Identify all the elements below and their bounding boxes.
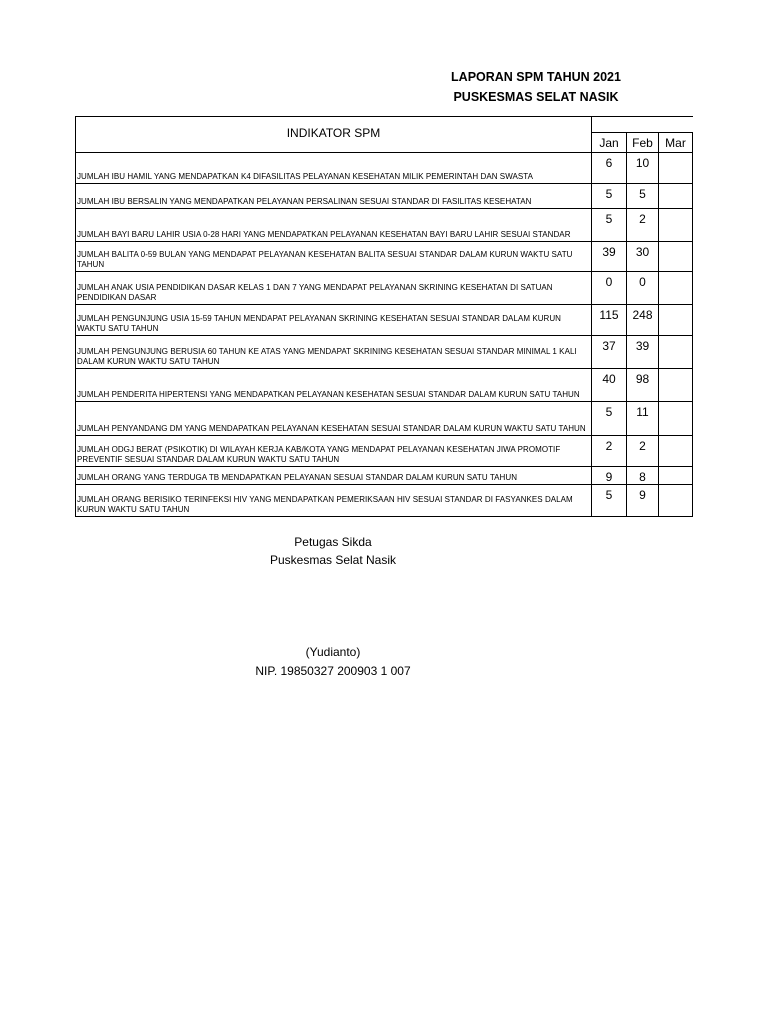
indicator-header: INDIKATOR SPM <box>75 116 591 152</box>
table-row <box>75 208 693 241</box>
value-cell-mar <box>658 401 693 435</box>
value-cell-feb: 9 <box>626 484 658 516</box>
value-cell-mar <box>658 484 693 516</box>
value-cell-jan: 9 <box>591 466 626 484</box>
table-bottom-border <box>75 516 693 517</box>
table-row <box>75 435 693 466</box>
month-header-spacer <box>591 116 693 132</box>
value-cell-jan: 5 <box>591 208 626 241</box>
value-cell-mar <box>658 152 693 183</box>
table-row <box>75 152 693 183</box>
table-row <box>75 484 693 516</box>
table-row <box>75 466 693 484</box>
table-row <box>75 368 693 401</box>
indicator-cell <box>75 335 591 368</box>
indicator-text: JUMLAH PENYANDANG DM YANG MENDAPATKAN PELAYANAN KESEHATAN SESUAI STANDAR DALAM KURUN WAKTU SATU TAHUN <box>77 423 586 433</box>
value-cell-mar <box>658 183 693 208</box>
month-header-jan: Jan <box>591 132 626 152</box>
value-cell-feb: 248 <box>626 304 658 335</box>
signature-role: Petugas Sikda <box>294 535 372 549</box>
value-cell-mar <box>658 435 693 466</box>
indicator-cell <box>75 208 591 241</box>
table-row <box>75 335 693 368</box>
table-row <box>75 183 693 208</box>
value-cell-jan: 40 <box>591 368 626 401</box>
indicator-cell <box>75 183 591 208</box>
value-cell-feb: 10 <box>626 152 658 183</box>
indicator-cell <box>75 368 591 401</box>
indicator-text: JUMLAH ODGJ BERAT (PSIKOTIK) DI WILAYAH KERJA KAB/KOTA YANG MENDAPAT PELAYANAN KESEHATAN JIWA PROMOTIF PREVENTIF SESUAI STANDAR DALAM KURUN WAKTU SATU TAHUN <box>77 445 561 464</box>
value-cell-jan: 5 <box>591 183 626 208</box>
indicator-text: JUMLAH ORANG BERISIKO TERINFEKSI HIV YANG MENDAPATKAN PEMERIKSAAN HIV SESUAI STANDAR DI FASYANKES DALAM KURUN WAKTU SATU TAHUN <box>77 495 573 514</box>
indicator-cell <box>75 271 591 304</box>
indicator-cell <box>75 401 591 435</box>
value-cell-feb: 2 <box>626 208 658 241</box>
indicator-text: JUMLAH PENGUNJUNG USIA 15-59 TAHUN MENDAPAT PELAYANAN SKRINING KESEHATAN SESUAI STANDAR DALAM KURUN WAKTU SATU TAHUN <box>77 314 562 333</box>
month-header-mar: Mar <box>658 132 693 152</box>
month-header-feb: Feb <box>626 132 658 152</box>
signature-nip: NIP. 19850327 200903 1 007 <box>255 664 411 678</box>
indicator-text: JUMLAH ORANG YANG TERDUGA TB MENDAPATKAN PELAYANAN SESUAI STANDAR DALAM KURUN SATU TAHUN <box>77 472 518 482</box>
value-cell-feb: 2 <box>626 435 658 466</box>
value-cell-mar <box>658 466 693 484</box>
value-cell-jan: 6 <box>591 152 626 183</box>
indicator-cell <box>75 435 591 466</box>
value-cell-mar <box>658 208 693 241</box>
indicator-cell <box>75 466 591 484</box>
signature-name: (Yudianto) <box>305 645 361 659</box>
value-cell-mar <box>658 368 693 401</box>
report-subtitle: PUSKESMAS SELAT NASIK <box>453 90 619 104</box>
value-cell-feb: 30 <box>626 241 658 271</box>
report-title: LAPORAN SPM TAHUN 2021 <box>451 70 621 84</box>
spm-table <box>75 116 693 517</box>
value-cell-jan: 39 <box>591 241 626 271</box>
value-cell-feb: 8 <box>626 466 658 484</box>
value-cell-feb: 5 <box>626 183 658 208</box>
value-cell-feb: 11 <box>626 401 658 435</box>
value-cell-jan: 2 <box>591 435 626 466</box>
value-cell-feb: 98 <box>626 368 658 401</box>
indicator-text: JUMLAH PENGUNJUNG BERUSIA 60 TAHUN KE ATAS YANG MENDAPAT SKRINING KESEHATAN SESUAI STANDAR MINIMAL 1 KALI DALAM KURUN WAKTU SATU TAHUN <box>77 347 577 366</box>
value-cell-jan: 37 <box>591 335 626 368</box>
value-cell-feb: 39 <box>626 335 658 368</box>
indicator-cell <box>75 241 591 271</box>
value-cell-jan: 5 <box>591 484 626 516</box>
table-row <box>75 401 693 435</box>
table-row <box>75 304 693 335</box>
table-row <box>75 241 693 271</box>
value-cell-mar <box>658 241 693 271</box>
indicator-cell <box>75 304 591 335</box>
indicator-cell <box>75 152 591 183</box>
indicator-text: JUMLAH PENDERITA HIPERTENSI YANG MENDAPATKAN PELAYANAN KESEHATAN SESUAI STANDAR DALAM KURUN SATU TAHUN <box>77 389 580 399</box>
table-row <box>75 271 693 304</box>
value-cell-mar <box>658 271 693 304</box>
value-cell-jan: 115 <box>591 304 626 335</box>
indicator-cell <box>75 484 591 516</box>
indicator-text: JUMLAH IBU BERSALIN YANG MENDAPATKAN PELAYANAN PERSALINAN SESUAI STANDAR DI FASILITAS KESEHATAN <box>77 196 532 206</box>
value-cell-jan: 0 <box>591 271 626 304</box>
value-cell-feb: 0 <box>626 271 658 304</box>
indicator-text: JUMLAH BALITA 0-59 BULAN YANG MENDAPAT PELAYANAN KESEHATAN BALITA SESUAI STANDAR DALAM KURUN WAKTU SATU TAHUN <box>77 250 573 269</box>
indicator-text: JUMLAH ANAK USIA PENDIDIKAN DASAR KELAS 1 DAN 7 YANG MENDAPAT PELAYANAN SKRINING KESEHATAN DI SATUAN PENDIDIKAN DASAR <box>77 283 553 302</box>
indicator-text: JUMLAH BAYI BARU LAHIR USIA 0-28 HARI YANG MENDAPATKAN PELAYANAN KESEHATAN BAYI BARU LAHIR SESUAI STANDAR <box>77 229 571 239</box>
value-cell-jan: 5 <box>591 401 626 435</box>
value-cell-mar <box>658 304 693 335</box>
signature-org: Puskesmas Selat Nasik <box>269 553 397 567</box>
indicator-text: JUMLAH IBU HAMIL YANG MENDAPATKAN K4 DIFASILITAS PELAYANAN KESEHATAN MILIK PEMERINTAH DAN SWASTA <box>77 171 534 181</box>
value-cell-mar <box>658 335 693 368</box>
